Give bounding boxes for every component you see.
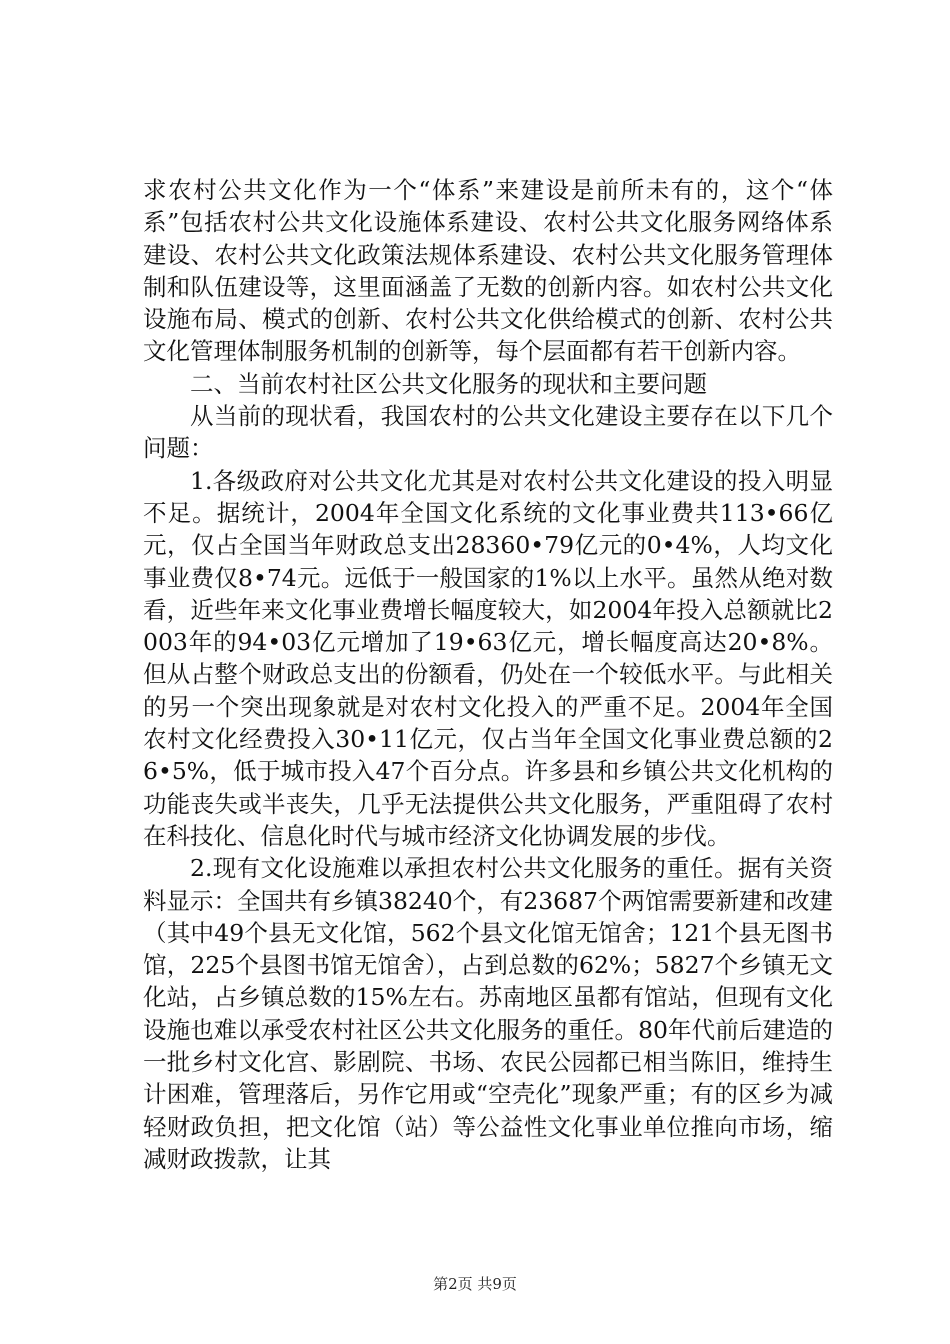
paragraph-continuation: 求农村公共文化作为一个“体系”来建设是前所未有的，这个“体系”包括农村公共文化设施体系建设、农村公共文化服务网络体系建设、农村公共文化政策法规体系建设、农村公共文化服务管理体制和队伍建设等，这里面涵盖了无数的创新内容。如农村公共文化设施布局、模式的创新、农村公共文化供给模式的创新、农村公共文化管理体制服务机制的创新等，每个层面都有若干创新内容。: [143, 176, 833, 366]
paragraph-intro: 从当前的现状看，我国农村的公共文化建设主要存在以下几个问题：: [143, 402, 833, 463]
paragraph-point-2: 2.现有文化设施难以承担农村公共文化服务的重任。据有关资料显示：全国共有乡镇38240个，有23687个两馆需要新建和改建（其中49个县无文化馆，562个县文化馆无馆舍；121个县无图书馆，225个县图书馆无馆舍），占到总数的62%；5827个乡镇无文化站，占乡镇总数的15%左右。苏南地区虽都有馆站，但现有文化设施也难以承受农村社区公共文化服务的重任。80年代前后建造的一批乡村文化宫、影剧院、书场、农民公园都已相当陈旧，维持生计困难，管理落后，另作它用或“空壳化”现象严重；有的区乡为减轻财政负担，把文化馆（站）等公益性文化事业单位推向市场，缩减财政拨款，让其: [143, 854, 834, 1173]
document-body: [143, 174, 833, 1175]
section-heading: 二、当前农村社区公共文化服务的现状和主要问题: [190, 369, 707, 398]
page-number-footer: 第2页 共9页: [433, 1275, 517, 1293]
paragraph-point-1: 1.各级政府对公共文化尤其是对农村公共文化建设的投入明显不足。据统计，2004年全国文化系统的文化事业费共113•66亿元，仅占全国当年财政总支出28360•79亿元的0•4%，人均文化事业费仅8•74元。远低于一般国家的1%以上水平。虽然从绝对数看，近些年来文化事业费增长幅度较大，如2004年投入总额就比2003年的94•03亿元增加了19•63亿元，增长幅度高达20•8%。但从占整个财政总支出的份额看，仍处在一个较低水平。与此相关的另一个突出现象就是对农村文化投入的严重不足。2004年全国农村文化经费投入30•11亿元，仅占当年全国文化事业费总额的26•5%，低于城市投入47个百分点。许多县和乡镇公共文化机构的功能丧失或半丧失，几乎无法提供公共文化服务，严重阻碍了农村在科技化、信息化时代与城市经济文化协调发展的步伐。: [143, 466, 833, 850]
